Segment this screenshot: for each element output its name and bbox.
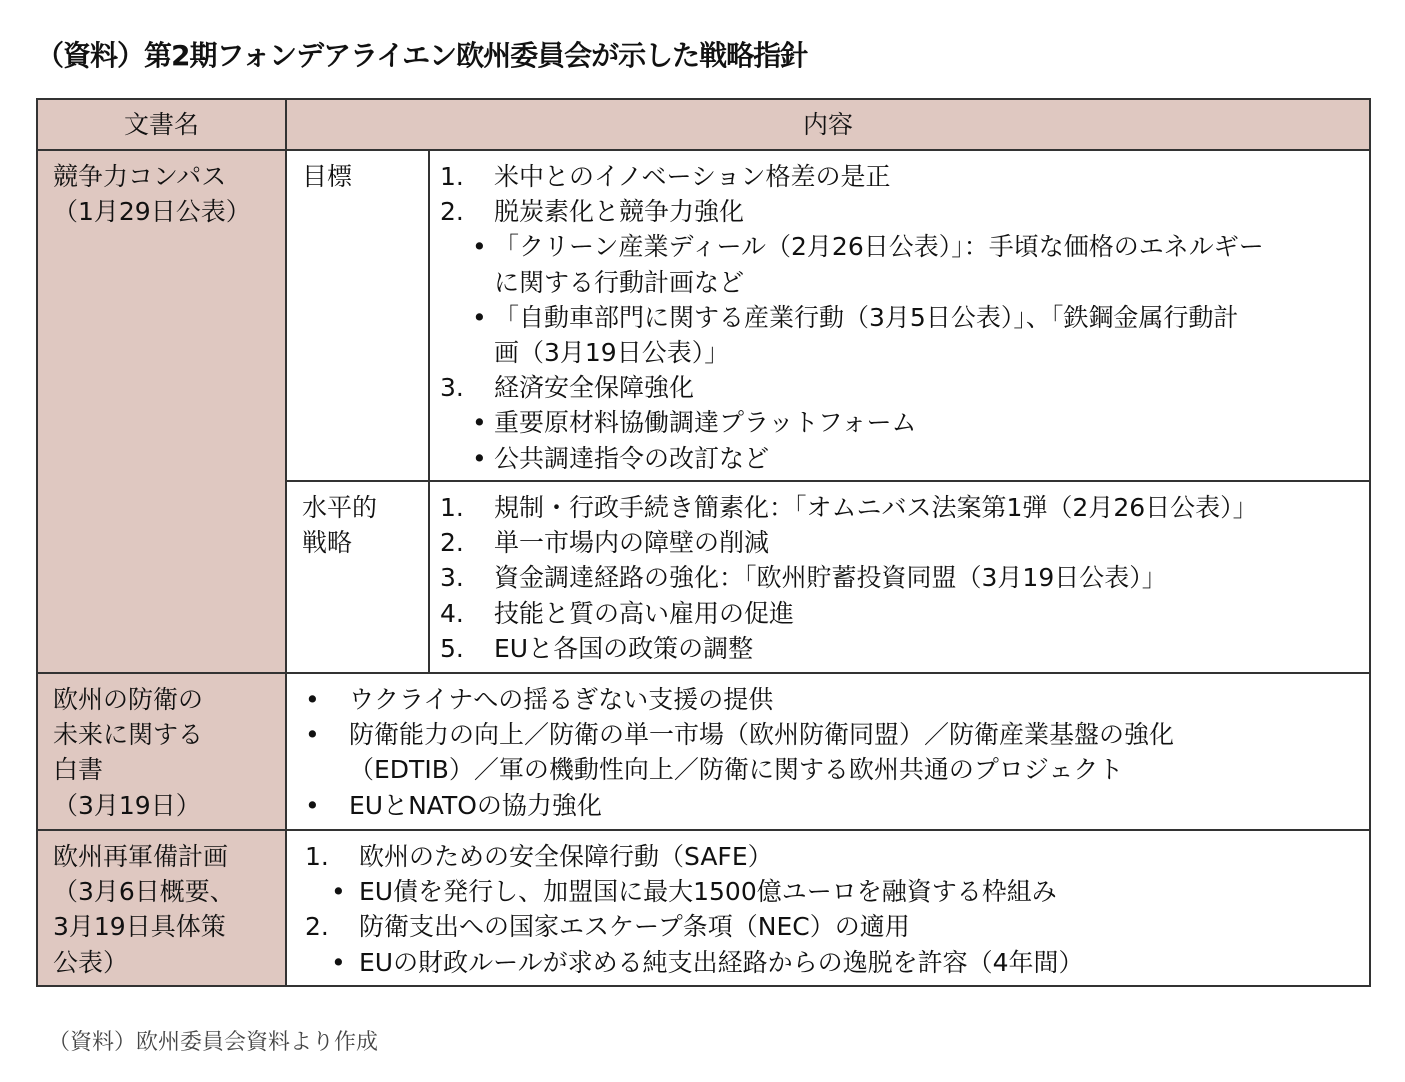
doc-name-line: （3月19日） bbox=[53, 790, 201, 820]
list-item bbox=[287, 839, 1369, 874]
doc-name-line: 白書 bbox=[53, 755, 104, 785]
doc-name-line: 欧州の防衛の bbox=[53, 685, 204, 714]
item-text: （EDTIB）／軍の機動性向上／防衛に関する欧州共通のプロジェクト bbox=[349, 755, 1124, 785]
item-number: 1. bbox=[305, 842, 329, 871]
defense-content bbox=[286, 673, 1370, 830]
list-item bbox=[430, 229, 1369, 264]
table-row bbox=[37, 830, 1370, 986]
list-item bbox=[287, 909, 1369, 944]
item-text: 資金調達経路の強化：「欧州貯蓄投資同盟（3月19日公表）」 bbox=[494, 563, 1167, 593]
doc-name-cell bbox=[37, 830, 286, 986]
bullet-icon: • bbox=[472, 302, 487, 332]
item-text: 公共調達指令の改訂など bbox=[494, 443, 770, 473]
item-text: 防衛能力の向上／防衛の単一市場（欧州防衛同盟）／防衛産業基盤の強化 bbox=[349, 720, 1175, 750]
item-text: 技能と質の高い雇用の促進 bbox=[494, 598, 795, 628]
doc-name-line: 3月19日具体策 bbox=[53, 912, 226, 942]
header-content: 内容 bbox=[286, 99, 1370, 150]
item-text: 欧州のための安全保障行動（SAFE） bbox=[359, 842, 773, 871]
item-number: 4. bbox=[440, 598, 464, 628]
item-text: ウクライナへの揺るぎない支援の提供 bbox=[349, 685, 774, 714]
list-item bbox=[430, 441, 1369, 476]
list-item bbox=[430, 265, 1369, 300]
item-text: に関する行動計画など bbox=[494, 267, 745, 297]
list-item bbox=[287, 874, 1369, 909]
list-item bbox=[430, 300, 1369, 335]
list-item bbox=[430, 490, 1369, 525]
list-item bbox=[430, 560, 1369, 595]
doc-name-cell bbox=[37, 673, 286, 830]
doc-name-line: 欧州再軍備計画 bbox=[53, 842, 229, 871]
table-row bbox=[37, 150, 1370, 481]
list-item bbox=[430, 525, 1369, 560]
horizontal-label bbox=[286, 481, 429, 673]
doc-name-line: 公表） bbox=[53, 947, 129, 977]
doc-name-line: 未来に関する bbox=[53, 720, 204, 750]
source-note: （資料）欧州委員会資料より作成 bbox=[48, 1030, 379, 1055]
item-number: 2. bbox=[305, 912, 329, 942]
list-item bbox=[430, 194, 1369, 229]
list-item bbox=[430, 596, 1369, 631]
list-item bbox=[287, 717, 1369, 752]
list-item bbox=[430, 159, 1369, 194]
list-item bbox=[287, 945, 1369, 980]
doc-name-line: 競争力コンパス bbox=[53, 162, 227, 191]
bullet-icon: • bbox=[472, 232, 487, 262]
item-text: EUと各国の政策の調整 bbox=[494, 633, 754, 663]
item-number: 2. bbox=[440, 528, 464, 558]
list-item bbox=[287, 788, 1369, 823]
item-text: EU債を発行し、加盟国に最大1500億ユーロを融資する枠組み bbox=[359, 877, 1057, 907]
item-text: 脱炭素化と競争力強化 bbox=[494, 197, 745, 227]
item-text: 防衛支出への国家エスケープ条項（NEC）の適用 bbox=[359, 912, 910, 942]
bullet-icon: • bbox=[331, 877, 346, 907]
item-text: 経済安全保障強化 bbox=[494, 373, 695, 403]
item-text: 画（3月19日公表）」 bbox=[494, 337, 730, 367]
item-text: 規制・行政手続き簡素化：「オムニバス法案第1弾（2月26日公表）」 bbox=[494, 493, 1258, 522]
item-number: 1. bbox=[440, 493, 464, 522]
list-item bbox=[430, 631, 1369, 666]
bullet-icon: • bbox=[472, 443, 487, 473]
goal-label: 目標 bbox=[286, 150, 429, 481]
item-text: 「自動車部門に関する産業行動（3月5日公表）」、「鉄鋼金属行動計 bbox=[494, 302, 1239, 332]
header-doc-name: 文書名 bbox=[37, 99, 286, 150]
doc-name-cell bbox=[37, 150, 286, 673]
list-item bbox=[430, 335, 1369, 370]
goal-content bbox=[429, 150, 1370, 481]
item-text: 「クリーン産業ディール（2月26日公表）」：手頃な価格のエネルギー bbox=[494, 232, 1264, 262]
label-line: 戦略 bbox=[302, 528, 353, 558]
table-header-row bbox=[37, 99, 1370, 150]
list-item bbox=[430, 370, 1369, 405]
list-item bbox=[430, 405, 1369, 440]
table-row bbox=[37, 673, 1370, 830]
strategy-table bbox=[36, 98, 1371, 987]
item-text: 単一市場内の障壁の削減 bbox=[494, 528, 770, 558]
rearm-content bbox=[286, 830, 1370, 986]
item-number: 2. bbox=[440, 197, 464, 227]
item-text: EUの財政ルールが求める純支出経路からの逸脱を許容（4年間） bbox=[359, 947, 1084, 977]
item-number: 3. bbox=[440, 373, 464, 403]
list-item bbox=[287, 682, 1369, 717]
bullet-icon: • bbox=[305, 790, 320, 820]
bullet-icon: • bbox=[305, 720, 320, 750]
item-number: 5. bbox=[440, 633, 464, 663]
horizontal-content bbox=[429, 481, 1370, 673]
item-number: 1. bbox=[440, 162, 464, 191]
item-text: EUとNATOの協力強化 bbox=[349, 790, 602, 820]
doc-name-line: （3月6日概要、 bbox=[53, 877, 235, 907]
item-text: 重要原材料協働調達プラットフォーム bbox=[494, 408, 917, 438]
bullet-icon: • bbox=[305, 685, 320, 714]
label-line: 水平的 bbox=[302, 493, 378, 522]
doc-name-line: （1月29日公表） bbox=[53, 197, 251, 227]
page-title: （資料）第2期フォンデアライエン欧州委員会が示した戦略指針 bbox=[36, 39, 808, 72]
item-number: 3. bbox=[440, 563, 464, 593]
list-item bbox=[287, 752, 1369, 787]
bullet-icon: • bbox=[331, 947, 346, 977]
bullet-icon: • bbox=[472, 408, 487, 438]
item-text: 米中とのイノベーション格差の是正 bbox=[494, 162, 891, 191]
